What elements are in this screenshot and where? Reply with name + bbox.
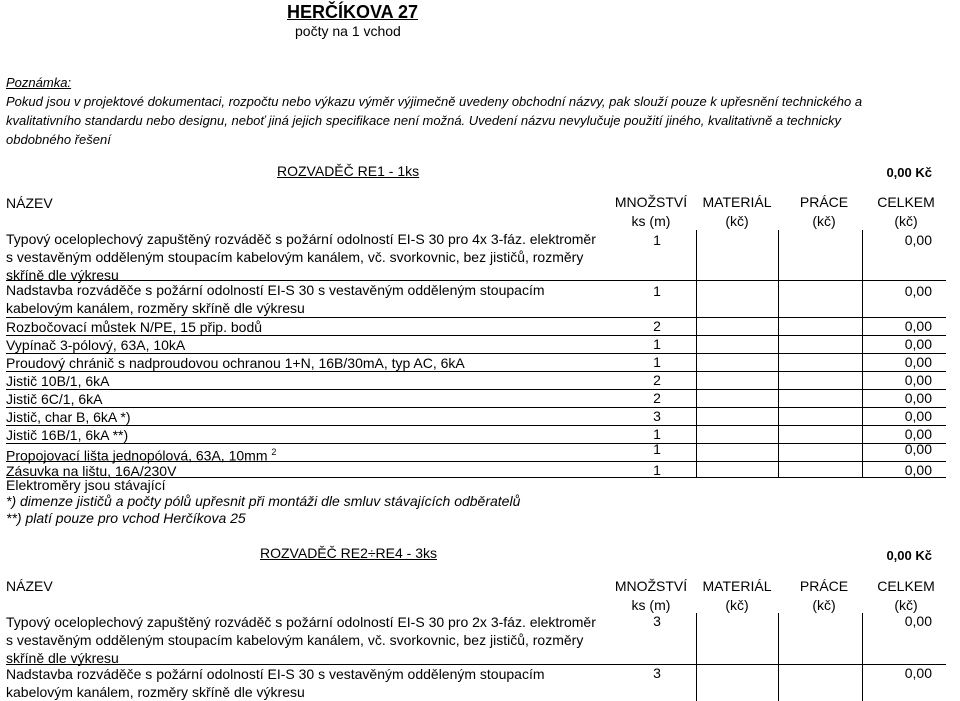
row-qty: 1 bbox=[653, 336, 661, 352]
note-line: kvalitativního standardu nebo designu, neboť jiná jejich specifikace není možná. Uvedení názvu nevylučuje použití jiného, kvalitativně a technicky bbox=[6, 113, 841, 128]
column-divider bbox=[778, 613, 779, 701]
row-total: 0,00 bbox=[904, 232, 932, 248]
header-label: MATERIÁL bbox=[702, 578, 772, 594]
header-unit: (kč) bbox=[812, 597, 836, 613]
header-unit: (kč) bbox=[725, 213, 749, 229]
footer-note: *) dimenze jističů a počty pólů upřesnit při montáži dle smluv stávajících odběratelů bbox=[6, 493, 521, 509]
row-total: 0,00 bbox=[904, 441, 932, 457]
row-qty: 1 bbox=[653, 354, 661, 370]
header-label: MNOŽSTVÍ bbox=[614, 194, 688, 210]
row-total: 0,00 bbox=[904, 462, 932, 478]
note-block bbox=[6, 73, 862, 149]
header-label: PRÁCE bbox=[799, 194, 849, 210]
page-title: HERČÍKOVA 27 bbox=[287, 2, 419, 22]
row-name: Jistič, char B, 6kA *) bbox=[6, 409, 131, 425]
header-unit: ks (m) bbox=[631, 597, 671, 613]
row-qty: 3 bbox=[653, 665, 661, 681]
note-line: obdobného řešení bbox=[6, 132, 111, 147]
row-total: 0,00 bbox=[904, 613, 932, 629]
header-unit: (kč) bbox=[812, 213, 836, 229]
column-header-material bbox=[696, 577, 778, 615]
column-header-qty bbox=[606, 577, 696, 615]
table-row bbox=[6, 281, 946, 318]
column-header-total bbox=[866, 193, 946, 231]
note-label: Poznámka: bbox=[6, 75, 72, 90]
column-header-name: NÁZEV bbox=[6, 195, 53, 211]
table-row bbox=[6, 230, 946, 281]
row-total: 0,00 bbox=[904, 390, 932, 406]
section-title: ROZVADĚČ RE1 - 1ks bbox=[277, 163, 420, 179]
header-unit: (kč) bbox=[894, 213, 918, 229]
row-qty: 3 bbox=[653, 613, 661, 629]
column-header-qty bbox=[606, 193, 696, 231]
note-line: Pokud jsou v projektové dokumentaci, rozpočtu nebo výkazu výměr výjimečně uvedeny obchodní názvy, pak slouží pouze k upřesnění technického a bbox=[6, 94, 863, 109]
superscript: 2 bbox=[271, 447, 277, 457]
column-header-name: NÁZEV bbox=[6, 578, 53, 594]
row-name: Jistič 6C/1, 6kA bbox=[6, 391, 103, 407]
row-qty: 2 bbox=[653, 372, 661, 388]
column-header-material bbox=[696, 193, 778, 231]
row-total: 0,00 bbox=[904, 426, 932, 442]
table-row bbox=[6, 613, 946, 665]
table-row bbox=[6, 665, 946, 699]
table-row bbox=[6, 372, 946, 390]
row-qty: 1 bbox=[653, 462, 661, 478]
page-subtitle: počty na 1 vchod bbox=[295, 23, 401, 39]
row-name: Typový oceloplechový zapuštěný rozváděč s požární odolností EI-S 30 pro 2x 3-fáz. elektroměr s vestavěným odděleným stoupacím kabelovým kanálem, vč. svorkovnic, bez jističů, rozměry skříně dle výkresu bbox=[6, 614, 596, 666]
header-label: CELKEM bbox=[877, 194, 935, 210]
table-row bbox=[6, 440, 946, 462]
column-divider bbox=[862, 613, 863, 701]
row-name: Jistič 16B/1, 6kA **) bbox=[6, 427, 129, 443]
row-total: 0,00 bbox=[904, 665, 932, 681]
row-name-text: Propojovací lišta jednopólová, 63A, 10mm bbox=[6, 447, 268, 464]
row-total: 0,00 bbox=[904, 318, 932, 334]
header-label: MATERIÁL bbox=[702, 194, 772, 210]
header-label: MNOŽSTVÍ bbox=[614, 578, 688, 594]
row-name: Rozbočovací můstek N/PE, 15 přip. bodů bbox=[6, 319, 263, 335]
column-divider bbox=[778, 230, 779, 478]
row-name: Vypínač 3-pólový, 63A, 10kA bbox=[6, 337, 186, 353]
footer-note: **) platí pouze pro vchod Herčíkova 25 bbox=[6, 510, 246, 526]
column-header-work bbox=[782, 193, 866, 231]
section-title: ROZVADĚČ RE2÷RE4 - 3ks bbox=[260, 545, 438, 561]
table-row bbox=[6, 318, 946, 336]
row-qty: 2 bbox=[653, 390, 661, 406]
table-row bbox=[6, 354, 946, 372]
row-name: Zásuvka na lištu, 16A/230V bbox=[6, 463, 177, 479]
row-qty: 3 bbox=[653, 408, 661, 424]
header-label: PRÁCE bbox=[799, 578, 849, 594]
header-unit: (kč) bbox=[725, 597, 749, 613]
table-row bbox=[6, 336, 946, 354]
table-row bbox=[6, 462, 946, 478]
header-label: CELKEM bbox=[877, 578, 935, 594]
header-unit: (kč) bbox=[894, 597, 918, 613]
row-name: Typový oceloplechový zapuštěný rozváděč s požární odolností EI-S 30 pro 4x 3-fáz. elektroměr s vestavěným odděleným stoupacím kabelovým kanálem, vč. svorkovnic, bez jističů, rozměry skříně dle výkresu bbox=[6, 231, 596, 283]
table-row bbox=[6, 390, 946, 408]
section-total: 0,00 Kč bbox=[886, 548, 932, 563]
row-name: Jistič 10B/1, 6kA bbox=[6, 373, 110, 389]
row-qty: 1 bbox=[653, 441, 661, 457]
column-header-work bbox=[782, 577, 866, 615]
row-total: 0,00 bbox=[904, 336, 932, 352]
column-divider bbox=[696, 613, 697, 701]
row-total: 0,00 bbox=[904, 354, 932, 370]
row-name: Nadstavba rozváděče s požární odolností EI-S 30 s vestavěným odděleným stoupacím kabelovým kanálem, rozměry skříně dle výkresu bbox=[6, 282, 545, 316]
footer-note: Elektroměry jsou stávající bbox=[6, 477, 166, 493]
row-total: 0,00 bbox=[904, 372, 932, 388]
row-total: 0,00 bbox=[904, 408, 932, 424]
row-qty: 2 bbox=[653, 318, 661, 334]
row-name: Nadstavba rozváděče s požární odolností EI-S 30 s vestavěným odděleným stoupacím kabelovým kanálem, rozměry skříně dle výkresu bbox=[6, 666, 545, 700]
column-divider bbox=[696, 230, 697, 478]
row-total: 0,00 bbox=[904, 283, 932, 299]
row-qty: 1 bbox=[653, 283, 661, 299]
row-qty: 1 bbox=[653, 426, 661, 442]
table-row bbox=[6, 408, 946, 426]
section-total: 0,00 Kč bbox=[886, 165, 932, 180]
row-qty: 1 bbox=[653, 232, 661, 248]
header-unit: ks (m) bbox=[631, 213, 671, 229]
row-name: Proudový chránič s nadproudovou ochranou 1+N, 16B/30mA, typ AC, 6kA bbox=[6, 355, 465, 371]
column-divider bbox=[862, 230, 863, 478]
column-header-total bbox=[866, 577, 946, 615]
